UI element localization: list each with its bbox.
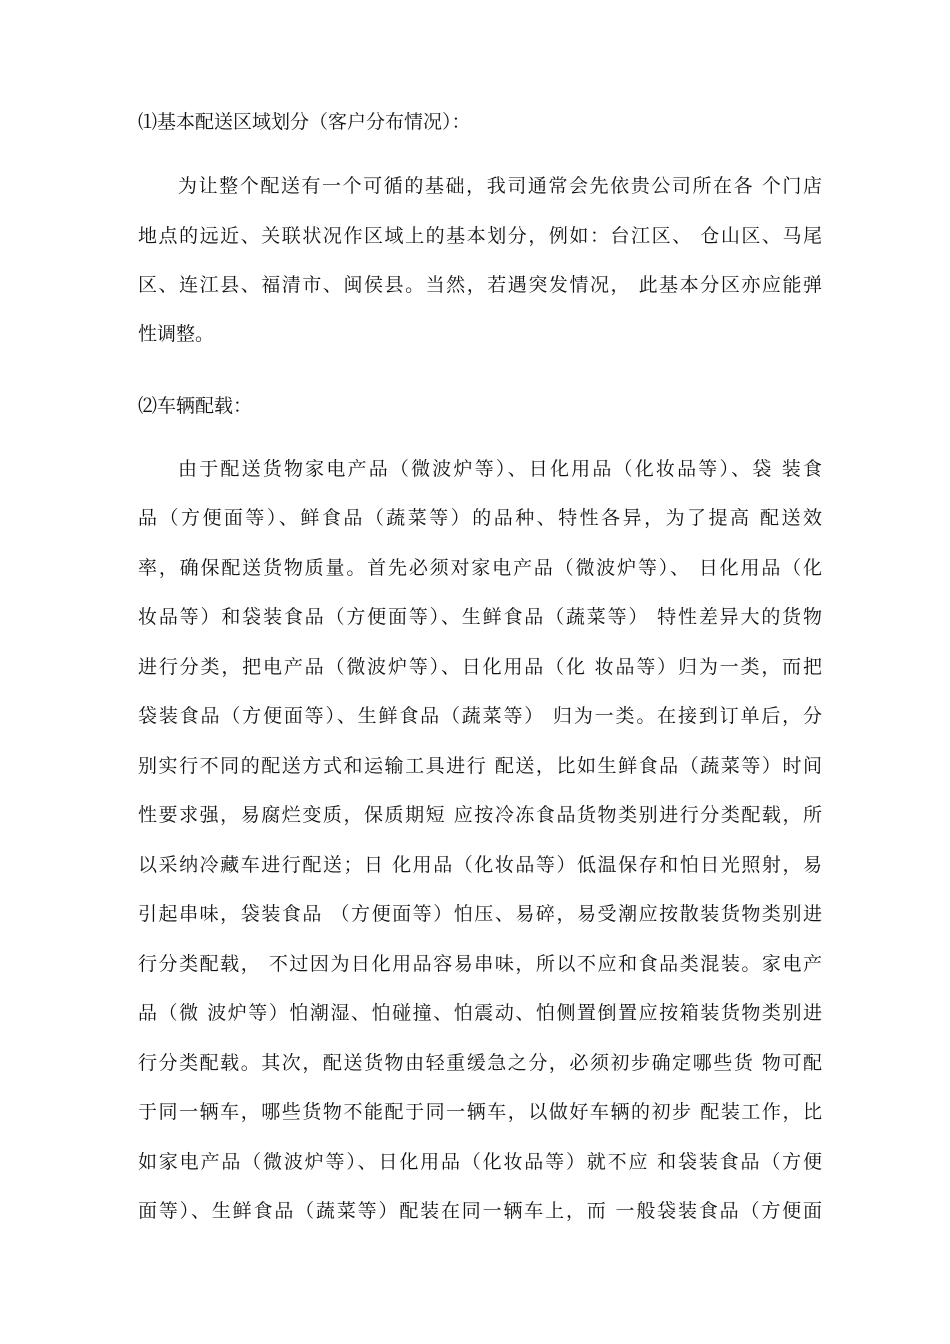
paragraph-line: 由于配送货物家电产品（微波炉等）、日化用品（化妆品等）、袋 装食 (178, 458, 822, 480)
paragraph-line: 进行分类，把电产品（微波炉等）、日化用品（化 妆品等）归为一类，而把 (138, 656, 822, 678)
paragraph-line: 品（方便面等）、鲜食品（蔬菜等）的品种、特性各异，为了提高 配送效 (138, 507, 822, 529)
paragraph-line: 妆品等）和袋装食品（方便面等）、生鲜食品（蔬菜等） 特性差异大的货物 (138, 606, 822, 628)
paragraph-line: 引起串味，袋装食品 （方便面等）怕压、易碎，易受潮应按散装货物类别进 (138, 903, 822, 925)
paragraph-line: 袋装食品（方便面等）、生鲜食品（蔬菜等） 归为一类。在接到订单后，分 (138, 705, 822, 727)
paragraph-line: 别实行不同的配送方式和运输工具进行 配送，比如生鲜食品（蔬菜等）时间 (138, 755, 822, 777)
paragraph-line: 品（微 波炉等）怕潮湿、怕碰撞、怕震动、怕侧置倒置应按箱装货物类别进 (138, 1002, 822, 1024)
paragraph-line: 性调整。 (138, 323, 215, 345)
section-heading-delivery-areas: ⑴基本配送区域划分（客户分布情况）： (138, 111, 471, 133)
paragraph-line: 于同一辆车，哪些货物不能配于同一辆车，以做好车辆的初步 配装工作，比 (138, 1101, 822, 1123)
paragraph-line: 率，确保配送货物质量。首先必须对家电产品（微波炉等）、 日化用品（化 (138, 557, 822, 579)
paragraph-line: 如家电产品（微波炉等）、日化用品（化妆品等）就不应 和袋装食品（方便 (138, 1151, 822, 1173)
paragraph-line: 性要求强，易腐烂变质，保质期短 应按冷冻食品货物类别进行分类配载，所 (138, 804, 822, 826)
paragraph-line: 行分类配载。其次，配送货物由轻重缓急之分，必须初步确定哪些货 物可配 (138, 1052, 822, 1074)
paragraph-line: 以采纳冷藏车进行配送；日 化用品（化妆品等）低温保存和怕日光照射，易 (138, 854, 822, 876)
paragraph-line: 地点的远近、关联状况作区域上的基本划分，例如：台江区、 仓山区、马尾 (138, 225, 822, 247)
paragraph-line: 面等）、生鲜食品（蔬菜等）配装在同一辆车上，而 一般袋装食品（方便面 (138, 1200, 822, 1222)
section-heading-vehicle-loading: ⑵车辆配载： (138, 395, 253, 417)
paragraph-line: 为让整个配送有一个可循的基础，我司通常会先依贵公司所在各 个门店 (178, 175, 822, 197)
paragraph-line: 区、连江县、福清市、闽侯县。当然，若遇突发情况， 此基本分区亦应能弹 (138, 274, 822, 296)
paragraph-line: 行分类配载， 不过因为日化用品容易串味，所以不应和食品类混装。家电产 (138, 953, 822, 975)
